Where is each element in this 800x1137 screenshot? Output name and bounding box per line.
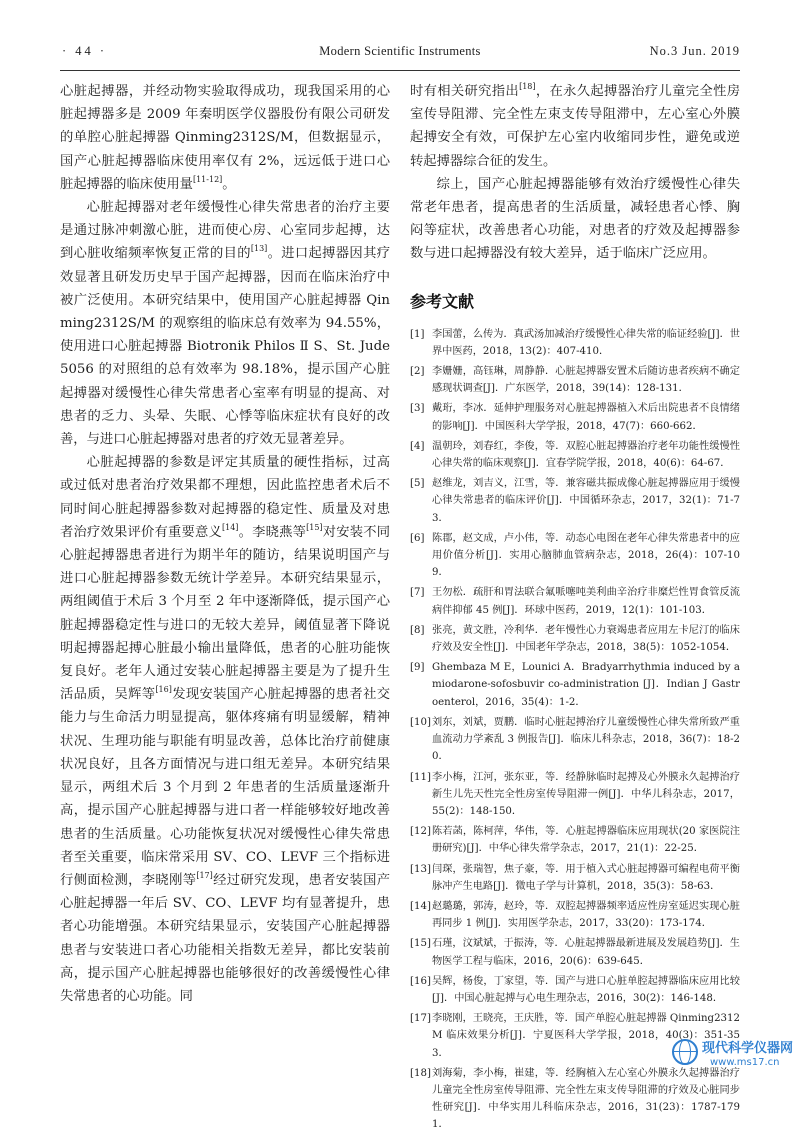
body-paragraph <box>60 196 390 451</box>
reference-item <box>410 823 740 857</box>
reference-item <box>410 326 740 360</box>
reference-number: [18] <box>410 1067 431 1079</box>
reference-text: 赵维龙，刘吉义，江雪，等．兼容磁共振成像心脏起搏器应用于缓慢心律失常患者的临床评价[J]．中国循环杂志，2017，32(1)：71-73． <box>432 478 740 524</box>
reference-text: 戴珩，李冰．延伸护理服务对心脏起搏器植入术后出院患者不良情绪的影响[J]．中国医科大学学报，2018，47(7)：660-662． <box>432 403 740 432</box>
reference-number: [7] <box>410 587 425 599</box>
citation-marker: [13] <box>250 244 268 254</box>
reference-item <box>410 659 740 711</box>
reference-number: [12] <box>410 826 431 838</box>
reference-item <box>410 622 740 656</box>
reference-item <box>410 363 740 397</box>
reference-item <box>410 400 740 434</box>
page-number: · 44 · <box>62 44 108 58</box>
paragraph-text: 心脏起搏器的参数是评定其质量的硬性指标，过高或过低对患者治疗效果都不理想，因此监控患者术后不同时间心脏起搏器参数对起搏器的稳定性、质量及对患者治疗效果评价有重要意义 <box>60 455 390 540</box>
reference-item <box>410 530 740 582</box>
reference-number: [1] <box>410 328 425 340</box>
reference-list <box>410 326 740 1134</box>
reference-item <box>410 714 740 766</box>
reference-number: [9] <box>410 662 425 674</box>
watermark-url: www.ms17.cn <box>710 1057 780 1068</box>
journal-name: Modern Scientific Instruments <box>319 44 481 58</box>
reference-text: 温朝玲，刘春红，李俊，等．双腔心脏起搏器治疗老年功能性缓慢性心律失常的临床观察[J]．宜春学院学报，2018，40(6)：64-67． <box>432 440 740 470</box>
paragraph-text: 。李晓燕等 <box>238 524 307 540</box>
reference-item <box>410 769 740 821</box>
paragraph-text: 经过研究发现，患者安装国产心脏起搏器一年后 SV、CO、LEVF 均有显著提升，患者心功能增强。本研究结果显示，安装国产心脏起搏器患者与安装进口者心功能相关指数无差异，都比安装前高，提示国产心脏起搏器也能够很好的改善缓慢性心律失常患者的心功能。同 <box>60 872 391 1004</box>
paragraph-text: 心脏起搏器，并经动物实验取得成功，现我国采用的心脏起搏器多是 2009 年秦明医学仪器股份有限公司研发的单腔心脏起搏器 Qinming2312S/M，但数据显示，国产心脏起搏器临床使用率仅有 2%，远远低于进口心脏起搏器的临床使用量 <box>60 84 390 192</box>
reference-number: [8] <box>410 624 425 636</box>
reference-number: [2] <box>410 366 425 378</box>
header-rule <box>60 70 740 71</box>
citation-marker: [11-12] <box>192 174 223 184</box>
reference-number: [6] <box>410 532 425 544</box>
reference-text: 赵璐璐，郭涛，赵玲，等．双腔起搏器频率适应性房室延迟实现心脏再同步 1 例[J]．实用医学杂志，2017，33(20)：173-174． <box>432 900 740 930</box>
reference-number: [13] <box>410 863 431 875</box>
reference-item <box>410 475 740 527</box>
reference-number: [11] <box>410 771 431 783</box>
reference-text: 石瑾，汶斌斌，于振涛，等．心脏起搏器最新进展及发展趋势[J]．生物医学工程与临床，2016，20(6)：639-645． <box>432 938 740 967</box>
reference-item <box>410 438 740 472</box>
paragraph-text: 时有相关研究指出 <box>410 84 520 99</box>
citation-marker: [14] <box>221 522 239 532</box>
globe-icon <box>672 1039 698 1065</box>
body-paragraph <box>410 173 740 266</box>
citation-marker: [18] <box>519 82 536 91</box>
paragraph-text: 。 <box>222 176 236 192</box>
reference-item <box>410 584 740 618</box>
body-paragraph <box>60 451 390 1008</box>
reference-text: 李姗姗，高钰琳，周静静．心脏起搏器安置术后随访患者疾病不确定感现状调查[J]．广东医学，2018，39(14)：128-131． <box>432 366 740 395</box>
citation-marker: [16] <box>155 685 172 695</box>
reference-text: 闫琛，张瑞智，焦子豪，等．用于植入式心脏起搏器可编程电荷平衡脉冲产生电路[J]．微电子学与计算机，2018，35(3)：58-63． <box>432 863 740 892</box>
reference-number: [17] <box>410 1013 431 1025</box>
reference-item <box>410 898 740 932</box>
watermark-text: 现代科学仪器网 <box>702 1041 794 1056</box>
reference-text: 李国蕾，么传为．真武汤加减治疗缓慢性心律失常的临证经验[J]．世界中医药，2018，13(2)：407-410． <box>432 328 740 357</box>
paragraph-text: 心脏起搏器对老年缓慢性心律失常患者的治疗主要是通过脉冲刺激心脏，进而使心房、心室同步起搏，达到心脏收缩频率恢复正常的目的 <box>60 200 390 262</box>
reference-number: [14] <box>410 900 431 912</box>
reference-text: 刘东，刘斌，贾鹏．临时心脏起搏治疗儿童缓慢性心律失常所致严重血流动力学紊乱 3 例报告[J]．临床儿科杂志，2018，36(7)：18-20． <box>432 716 740 763</box>
reference-text: 陈郡，赵文成，卢小伟，等．动态心电图在老年心律失常患者中的应用价值分析[J]．实用心脑肺血管病杂志，2018，26(4)：107-109． <box>432 532 740 579</box>
paragraph-text: 。进口起搏器因其疗效显著且研发历史早于国产起搏器，因而在临床治疗中被广泛使用。本研究结果中，使用国产心脏起搏器 Qinming2312S/M 的观察组的临床总有效率为 94.55%，使用进口心脏起搏器 Biotronik Philos Ⅱ S、St. Jude 5056 的对照组的总有效率为 98.18%，提示国产心脏起搏器对缓慢性心律失常患者心室率有明显的提高、对患者的乏力、头晕、失眠、心悸等临床症状有良好的改善，与进口心脏起搏器对患者的疗效无显著差异。 <box>60 246 391 448</box>
left-column <box>60 80 390 1008</box>
issue-info: No.3 Jun. 2019 <box>649 44 740 58</box>
reference-text: 陈若菡，陈柯萍，华伟，等．心脏起搏器临床应用现状(20 家医院注册研究)[J]．中华心律失常学杂志，2017，21(1)：22-25． <box>432 826 740 855</box>
reference-text: 刘海菊，李小梅，崔建，等．经胸植入左心室心外膜永久起搏器治疗儿童完全性房室传导阻滞、完全性左束支传导阻滞的疗效及心脏同步性研究[J]．中华实用儿科临床杂志，2016，31(23)：1787-1791． <box>432 1067 740 1131</box>
reference-number: [5] <box>410 478 425 490</box>
paragraph-text: 发现安装国产心脏起搏器的患者社交能力与生命活力明显提高，躯体疼痛有明显缓解，精神状况、生理功能与职能有明显改善，总体比治疗前健康状况良好，且各方面情况与进口组无差异。本研究结果显示，两组术后 3 个月到 2 年患者的生活质量逐渐升高，提示国产心脏起搏器与进口者一样能够较好地改善患者的生活质量。心功能恢复状况对缓慢性心律失常患者至关重要，临床常采用 SV、CO、LEVF 三个指标进行侧面检测，李晓刚等 <box>60 687 391 888</box>
reference-item <box>410 935 740 969</box>
reference-number: [4] <box>410 440 425 452</box>
citation-marker: [15] <box>306 522 323 532</box>
reference-item <box>410 861 740 895</box>
paragraph-text: ，在永久起搏器治疗儿童完全性房室传导阻滞、完全性左束支传导阻滞中，左心室心外膜起搏安全有效，可保护左心室内收缩同步性，避免或逆转起搏器综合征的发生。 <box>410 84 741 169</box>
right-column <box>410 80 740 1137</box>
paragraph-text: 综上，国产心脏起搏器能够有效治疗缓慢性心律失常老年患者，提高患者的生活质量，减轻患者心悸、胸闷等症状，改善患者心功能，对患者的疗效及起搏器参数与进口起搏器没有较大差异，适于临床广泛应用。 <box>410 176 740 262</box>
body-paragraph <box>410 80 740 173</box>
reference-number: [3] <box>410 403 425 415</box>
reference-number: [15] <box>410 938 431 950</box>
body-paragraph <box>60 80 390 196</box>
reference-text: Ghembaza M E，Lounici A．Bradyarrhythmia induced by amiodarone-sofosbuvir co-administration [J]．Indian J Gastroenterol，2016，35(4)：1-2． <box>432 662 740 708</box>
reference-number: [10] <box>410 716 431 728</box>
reference-number: [16] <box>410 975 431 987</box>
reference-text: 张亮，黄文胜，冷利华．老年慢性心力衰竭患者应用左卡尼汀的临床疗效及安全性[J]．中国老年学杂志，2018，38(5)：1052-1054． <box>432 624 740 654</box>
reference-text: 李小梅，江河，张东亚，等．经静脉临时起搏及心外膜永久起搏治疗新生儿先天性完全性房室传导阻滞一例[J]．中华儿科杂志，2017，55(2)：148-150． <box>432 771 740 817</box>
reference-item <box>410 973 740 1007</box>
reference-text: 李晓刚，王晓亮，王庆胜，等．国产单腔心脏起搏器 Qinming2312M 临床效果分析[J]．宁夏医科大学学报，2018，40(3)：351-353． <box>432 1013 740 1059</box>
site-watermark <box>672 1033 794 1077</box>
paragraph-text: 对安装不同心脏起搏器患者进行为期半年的随访，结果说明国产与进口心脏起搏器参数无统计学差异。本研究结果显示，两组阈值于术后 3 个月至 2 年中逐渐降低，提示国产心脏起搏器稳定性与进口的无较大差异，阈值显著下降说明起搏器起搏心脏最小输出量降低，患者的心脏功能恢复良好。老年人通过安装心脏起搏器主要是为了提升生活品质，吴辉等 <box>60 524 391 703</box>
references-heading: 参考文献 <box>410 291 475 311</box>
citation-marker: [17] <box>196 870 213 880</box>
reference-text: 吴辉，杨俊，丁家望，等．国产与进口心脏单腔起搏器临床应用比较[J]．中国心脏起搏与心电生理杂志，2016，30(2)：146-148． <box>432 975 740 1004</box>
running-header <box>60 44 740 66</box>
reference-text: 王勿松．疏肝和胃法联合氟哌噻吨美利曲辛治疗非糜烂性胃食管反流病伴抑郁 45 例[J]．环球中医药，2019，12(1)：101-103． <box>432 587 740 616</box>
